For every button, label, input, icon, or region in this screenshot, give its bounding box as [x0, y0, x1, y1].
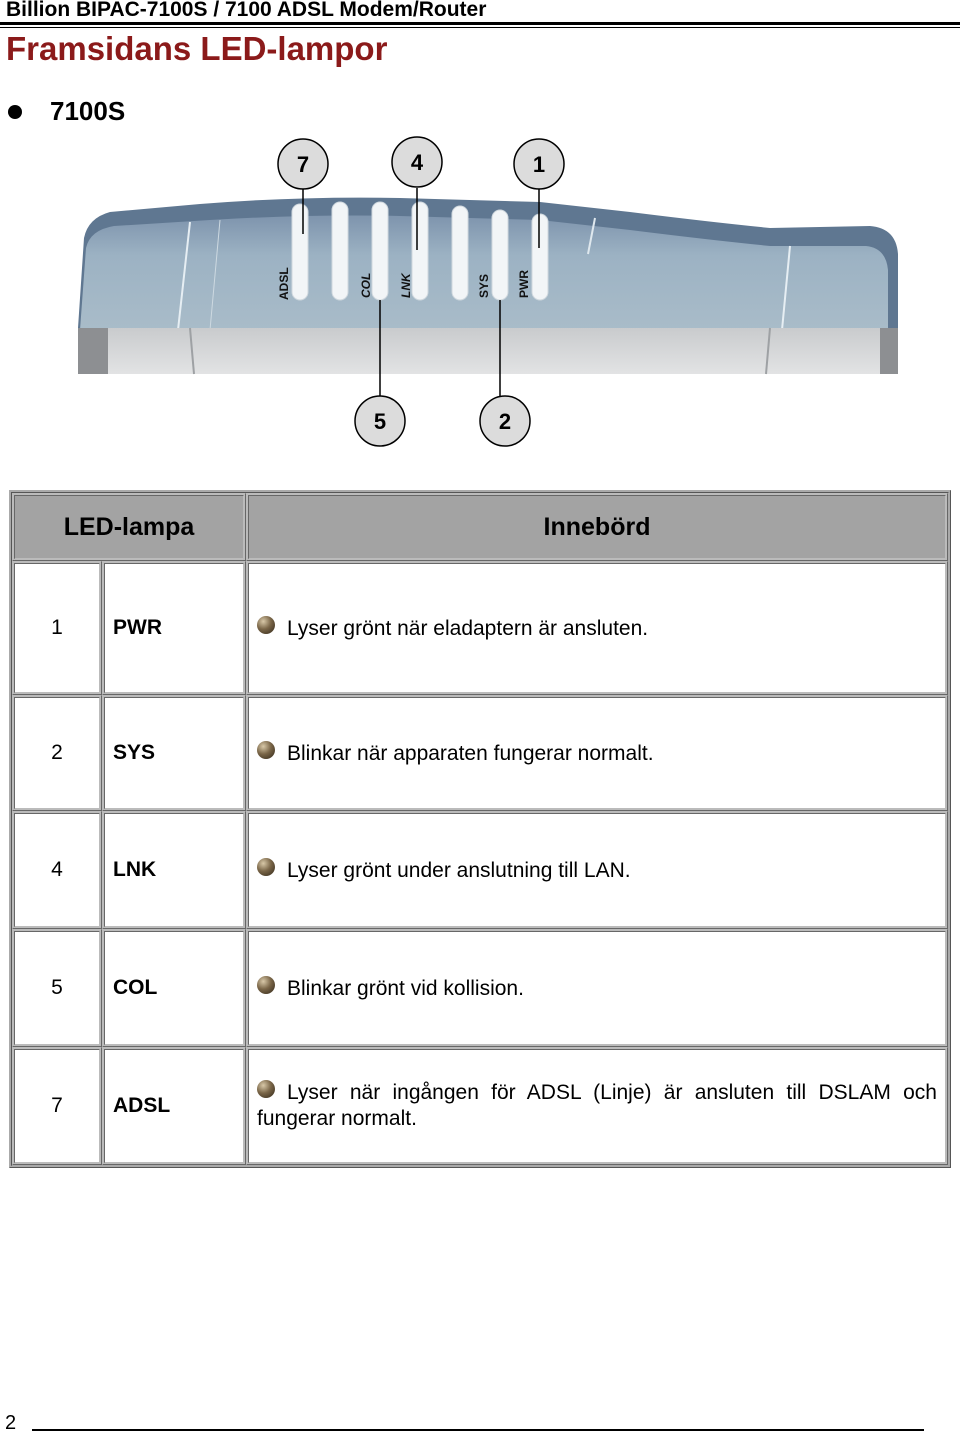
router-front-panel-diagram — [70, 130, 900, 450]
bullet-icon — [8, 105, 22, 119]
callout-1: 1 — [532, 152, 546, 177]
light-pipe-col — [372, 202, 388, 300]
table-row — [12, 1047, 948, 1165]
footer-rule — [32, 1429, 924, 1431]
callout-2: 2 — [498, 409, 512, 434]
light-pipe-adsl — [292, 204, 308, 300]
table-header-row — [12, 493, 948, 561]
led-ball-icon — [257, 741, 275, 759]
row-description-cell — [246, 695, 948, 811]
table-row — [12, 695, 948, 811]
light-pipe-2 — [332, 202, 348, 300]
row-description: Lyser när ingången för ADSL (Linje) är ansluten till DSLAM och fungerar normalt. — [257, 1081, 937, 1130]
header-innebord: Innebörd — [246, 493, 948, 561]
light-pipe-lnk — [412, 202, 428, 300]
light-pipe-sys — [492, 210, 508, 300]
document-header-title: Billion BIPAC-7100S / 7100 ADSL Modem/Router — [6, 0, 487, 21]
light-pipe-5 — [452, 206, 468, 300]
led-label-col: COL — [359, 272, 373, 298]
row-led-name: COL — [102, 929, 246, 1047]
table-row — [12, 811, 948, 929]
section-title: Framsidans LED-lampor — [6, 30, 388, 67]
led-ball-icon — [257, 1080, 275, 1098]
row-led-name: PWR — [102, 561, 246, 695]
row-number: 2 — [12, 695, 102, 811]
row-description-cell — [246, 929, 948, 1047]
header-rule — [0, 22, 960, 25]
row-led-name: ADSL — [102, 1047, 246, 1165]
row-number: 4 — [12, 811, 102, 929]
page-number: 2 — [5, 1412, 17, 1434]
light-pipe-pwr — [532, 214, 548, 300]
row-led-name: LNK — [102, 811, 246, 929]
row-description-cell — [246, 811, 948, 929]
row-description: Blinkar när apparaten fungerar normalt. — [287, 741, 654, 765]
row-description: Lyser grönt när eladaptern är ansluten. — [287, 616, 649, 640]
row-number: 5 — [12, 929, 102, 1047]
led-ball-icon — [257, 858, 275, 876]
led-ball-icon — [257, 616, 275, 634]
callout-7: 7 — [296, 152, 310, 177]
table-row — [12, 929, 948, 1047]
led-ball-icon — [257, 976, 275, 994]
led-label-adsl: ADSL — [277, 267, 291, 300]
row-description-cell — [246, 561, 948, 695]
table-row — [12, 561, 948, 695]
led-label-lnk: LNK — [399, 273, 413, 298]
led-label-sys: SYS — [477, 273, 491, 298]
model-bullet — [8, 96, 125, 127]
header-led-lampa: LED-lampa — [12, 493, 246, 561]
callout-5: 5 — [373, 409, 387, 434]
row-description: Blinkar grönt vid kollision. — [287, 976, 524, 1000]
model-name: 7100S — [50, 96, 126, 126]
row-number: 1 — [12, 561, 102, 695]
row-description-cell — [246, 1047, 948, 1165]
header-rule-thin — [0, 27, 960, 28]
row-description: Lyser grönt under anslutning till LAN. — [287, 858, 631, 882]
callout-4: 4 — [410, 150, 424, 175]
led-table — [9, 490, 951, 1168]
row-number: 7 — [12, 1047, 102, 1165]
row-led-name: SYS — [102, 695, 246, 811]
led-label-pwr: PWR — [517, 270, 531, 298]
